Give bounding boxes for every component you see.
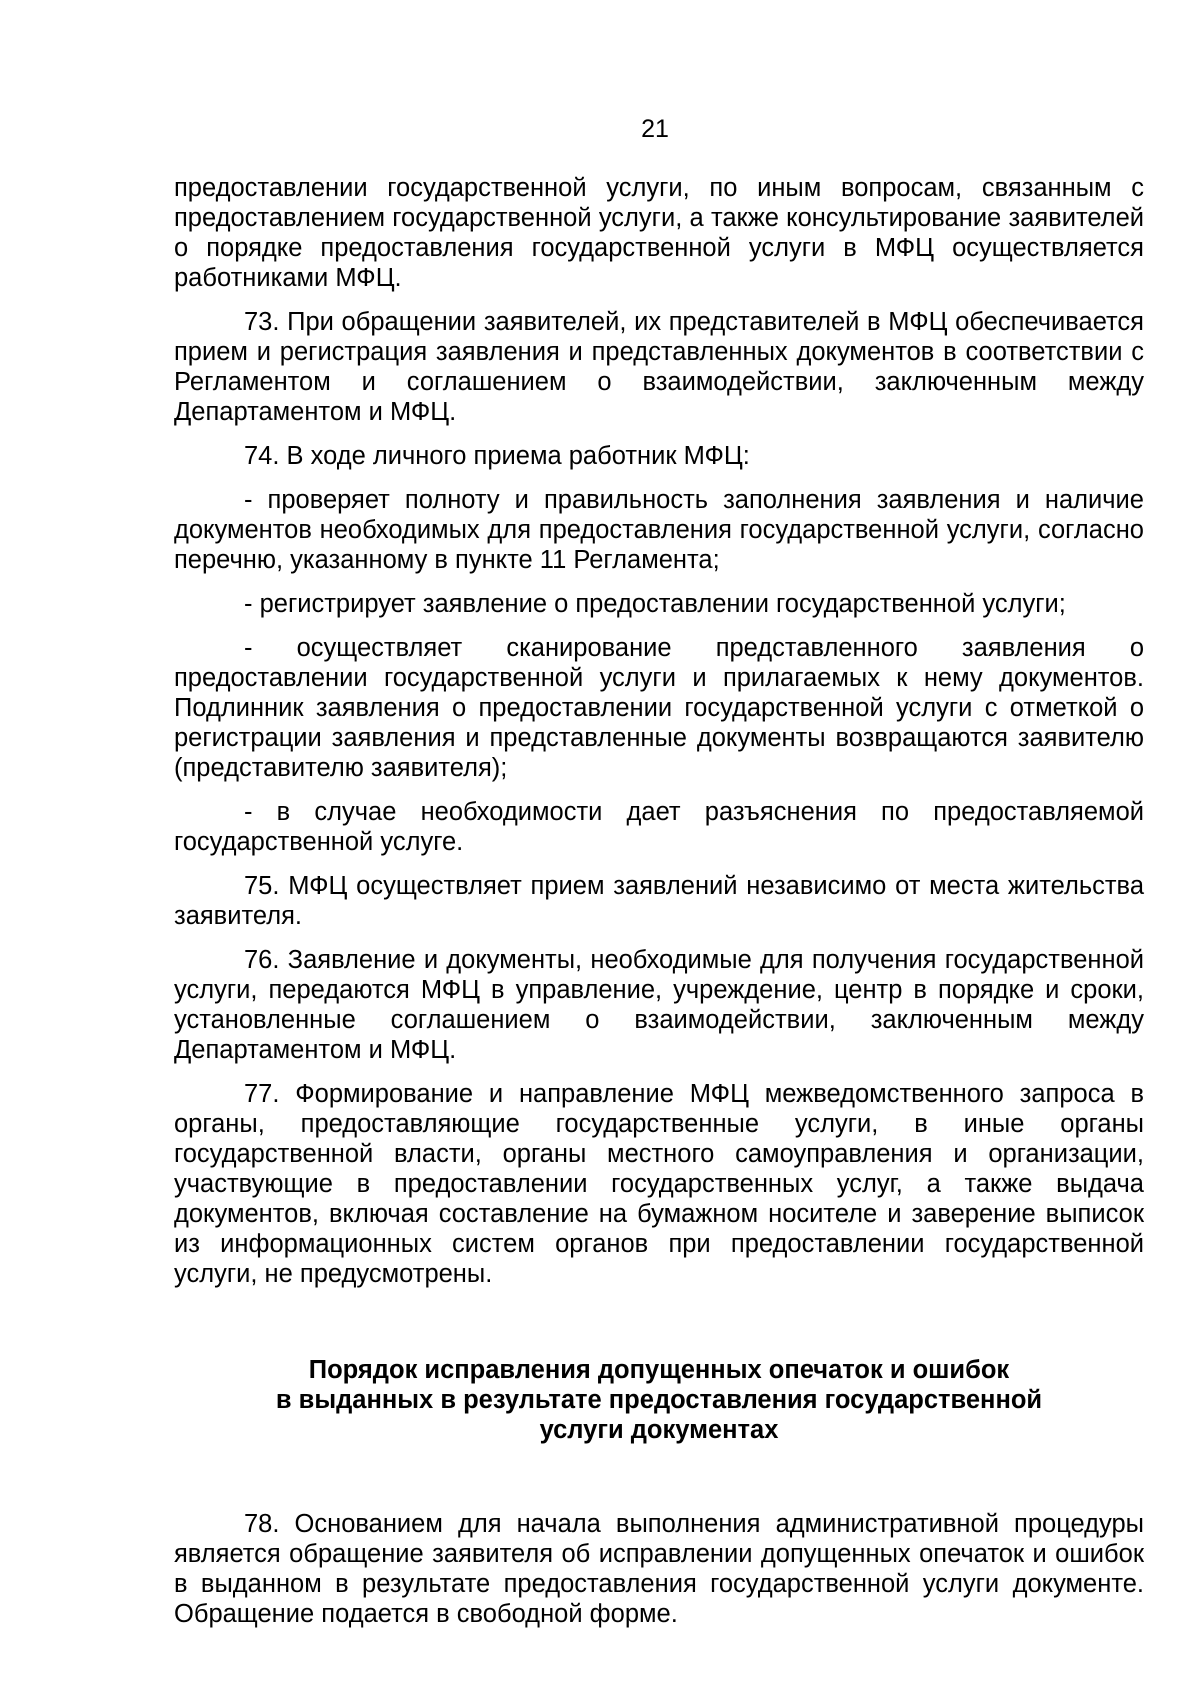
document-body bbox=[174, 173, 1144, 1643]
heading-line: услуги документах bbox=[539, 1416, 779, 1444]
paragraph-75: 75. МФЦ осуществляет прием заявлений независимо от места жительства заявителя. bbox=[174, 872, 1144, 930]
heading-line: в выданных в результате предоставления государственной bbox=[275, 1386, 1043, 1414]
list-item-register: - регистрирует заявление о предоставлении государственной услуги; bbox=[244, 590, 1066, 618]
page-number: 21 bbox=[641, 115, 669, 143]
paragraph-74: 74. В ходе личного приема работник МФЦ: bbox=[244, 442, 750, 470]
heading-line: Порядок исправления допущенных опечаток и ошибок bbox=[308, 1356, 1010, 1384]
list-item-explain: - в случае необходимости дает разъяснения по предоставляемой государственной услуге. bbox=[174, 798, 1144, 856]
section-heading bbox=[174, 1355, 1144, 1445]
paragraph-77: 77. Формирование и направление МФЦ межведомственного запроса в органы, предоставляющие государственные услуги, в иные органы государственной власти, органы местного самоуправления и организации, участвующие в предоставлении государственных услуг, а также выдача документов, включая составление на бумажном носителе и заверение выписок из информационных систем органов при предоставлении государственной услуги, не предусмотрены. bbox=[174, 1080, 1144, 1288]
paragraph-73: 73. При обращении заявителей, их представителей в МФЦ обеспечивается прием и регистрация заявления и представленных документов в соответствии с Регламентом и соглашением о взаимодействии, заключенным между Департаментом и МФЦ. bbox=[174, 308, 1144, 426]
list-item-check: - проверяет полноту и правильность заполнения заявления и наличие документов необходимых для предоставления государственной услуги, согласно перечню, указанному в пункте 11 Регламента; bbox=[174, 486, 1144, 574]
paragraph-continuation: предоставлении государственной услуги, по иным вопросам, связанным с предоставлением государственной услуги, а также консультирование заявителей о порядке предоставления государственной услуги в МФЦ осуществляется работниками МФЦ. bbox=[174, 174, 1144, 292]
paragraph-78: 78. Основанием для начала выполнения административной процедуры является обращение заявителя об исправлении допущенных опечаток и ошибок в выданном в результате предоставления государственной услуги документе. Обращение подается в свободной форме. bbox=[174, 1510, 1144, 1628]
paragraph-76: 76. Заявление и документы, необходимые для получения государственной услуги, передаются МФЦ в управление, учреждение, центр в порядке и сроки, установленные соглашением о взаимодействии, заключенным между Департаментом и МФЦ. bbox=[174, 946, 1144, 1064]
list-item-scan: - осуществляет сканирование представленного заявления о предоставлении государственной услуги и прилагаемых к нему документов. Подлинник заявления о предоставлении государственной услуги с отметкой о регистрации заявления и представленные документы возвращаются заявителю (представителю заявителя); bbox=[174, 634, 1144, 782]
